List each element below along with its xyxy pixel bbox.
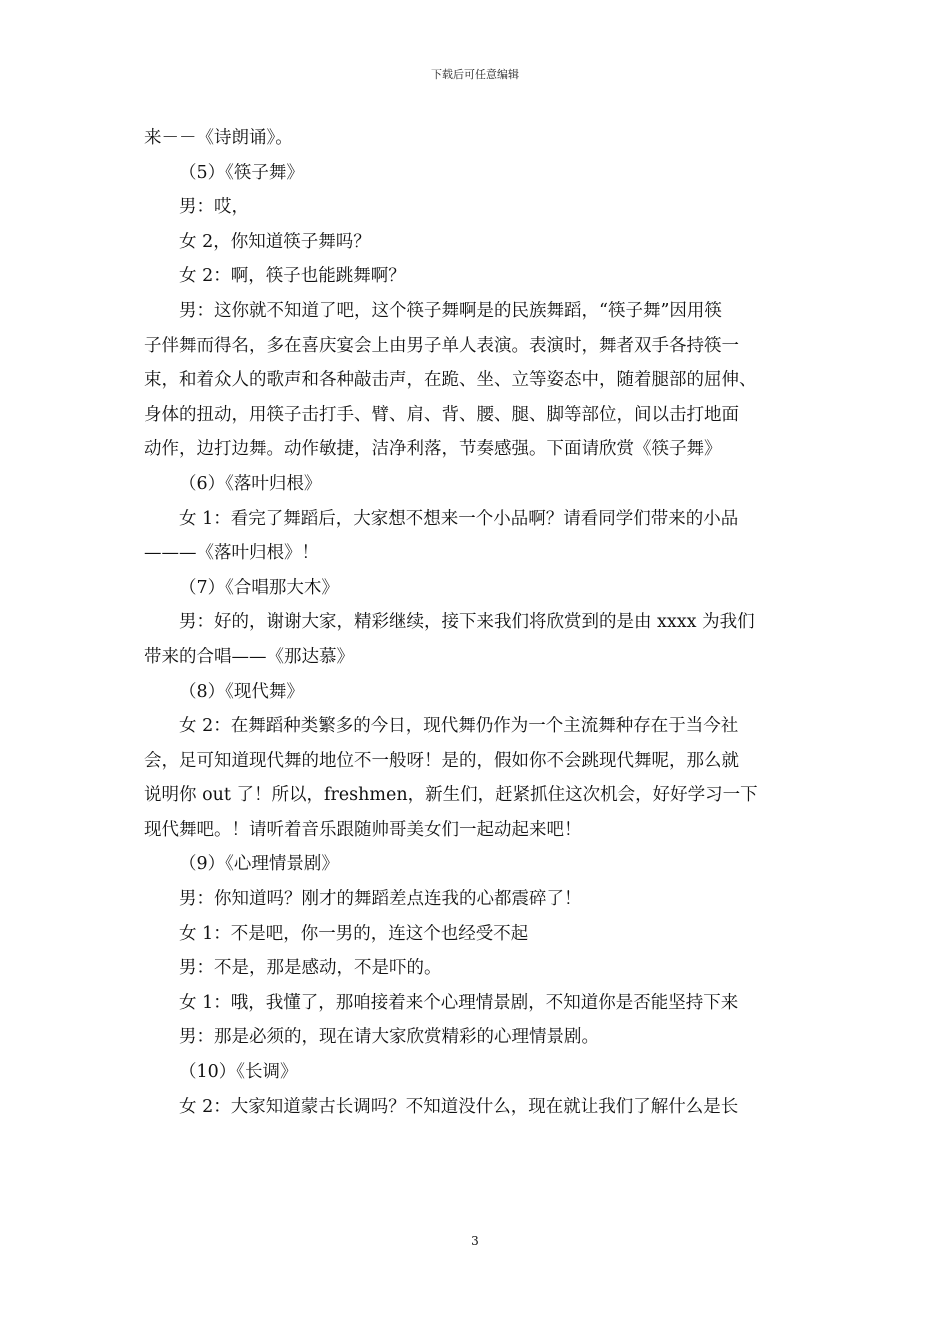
text-line: 来－－《诗朗诵》。 [144, 128, 293, 148]
text-line: 男：这你就不知道了吧，这个筷子舞啊是的民族舞蹈，“筷子舞”因用筷 [179, 300, 722, 321]
text-line: 女 1：看完了舞蹈后，大家想不想来一个小品啊？请看同学们带来的小品 [179, 508, 739, 529]
text-line: （7）《合唱那大木》 [179, 577, 339, 598]
text-line: 动作，边打边舞。动作敏捷，洁净利落，节奏感强。下面请欣赏《筷子舞》 [144, 439, 722, 460]
text-line: 女 1：哦，我懂了，那咱接着来个心理情景剧，不知道你是否能坚持下来 [179, 992, 739, 1013]
text-line: 说明你 out 了！所以，freshmen，新生们，赶紧抓住这次机会，好好学习一下 [144, 785, 758, 806]
text-line: 女 2：在舞蹈种类繁多的今日，现代舞仍作为一个主流舞种存在于当今社 [179, 716, 739, 737]
text-line: 女 2：啊，筷子也能跳舞啊？ [179, 266, 406, 287]
text-line: 身体的扭动，用筷子击打手、臂、肩、背、腰、腿、脚等部位，间以击打地面 [144, 404, 739, 425]
text-line: 男：不是，那是感动，不是吓的。 [179, 958, 442, 979]
text-line: ———《落叶归根》！ [144, 543, 319, 564]
text-line: （8）《现代舞》 [179, 681, 304, 702]
text-line: （5）《筷子舞》 [179, 162, 304, 183]
page-number: 3 [471, 1234, 479, 1248]
text-line: 男：好的，谢谢大家，精彩继续，接下来我们将欣赏到的是由 xxxx 为我们 [179, 612, 755, 633]
text-line: 女 2：大家知道蒙古长调吗？不知道没什么，现在就让我们了解什么是长 [179, 1096, 739, 1117]
text-line: 带来的合唱——《那达慕》 [144, 646, 354, 667]
text-line: 会，足可知道现代舞的地位不一般呀！是的，假如你不会跳现代舞呢，那么就 [144, 750, 739, 771]
text-line: （9）《心理情景剧》 [179, 854, 339, 875]
page-header: 下载后可任意编辑 [431, 68, 519, 81]
text-line: 子伴舞而得名，多在喜庆宴会上由男子单人表演。表演时，舞者双手各持筷一 [144, 335, 739, 356]
text-line: （6）《落叶归根》 [179, 473, 322, 494]
text-line: （10）《长调》 [179, 1062, 298, 1083]
text-line: 男：那是必须的，现在请大家欣赏精彩的心理情景剧。 [179, 1027, 599, 1048]
document-body [144, 121, 809, 1124]
text-line: 现代舞吧。！请听着音乐跟随帅哥美女们一起动起来吧！ [144, 819, 582, 840]
text-line: 男：哎， [179, 197, 249, 218]
text-line: 女 2，你知道筷子舞吗？ [179, 231, 371, 252]
text-line: 束，和着众人的歌声和各种敲击声，在跪、坐、立等姿态中，随着腿部的屈伸、 [144, 370, 757, 391]
text-line: 女 1：不是吧，你一男的，连这个也经受不起 [179, 923, 529, 944]
text-line: 男：你知道吗？刚才的舞蹈差点连我的心都震碎了！ [179, 889, 582, 910]
